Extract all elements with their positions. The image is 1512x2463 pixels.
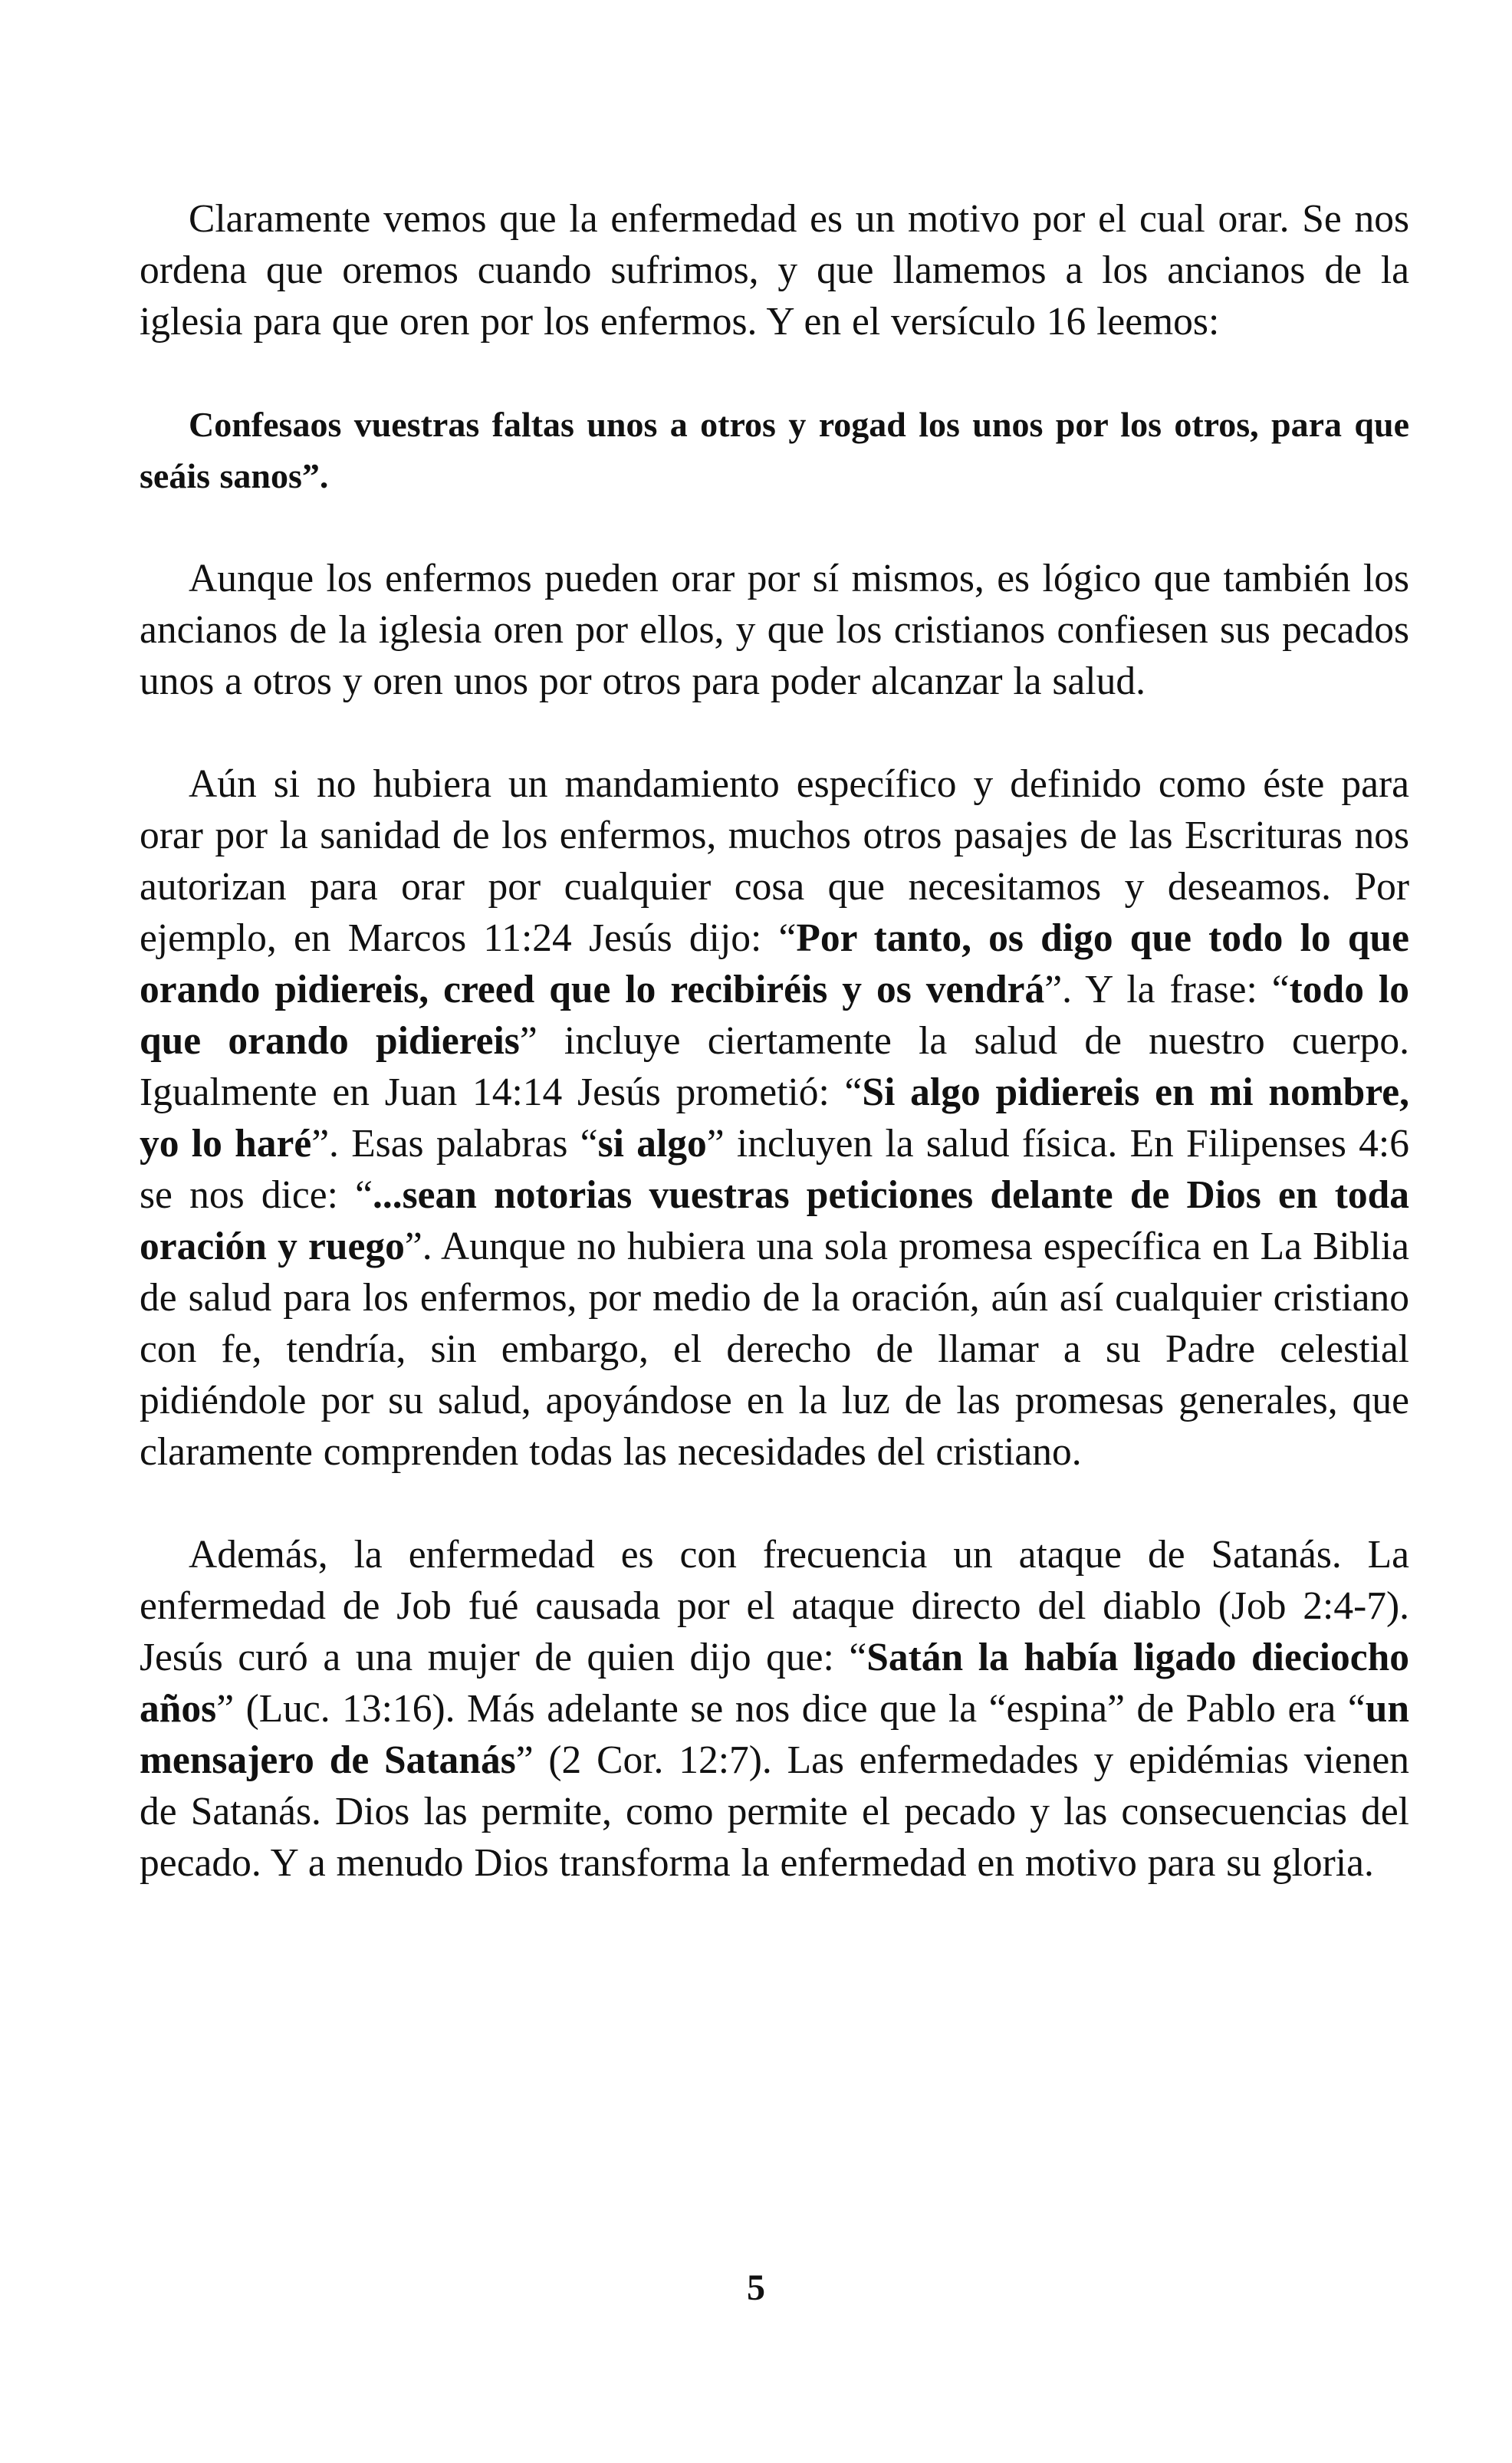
bold-text-run: Confesaos vuestras faltas unos a otros y rogad los unos por los otros, para que seáis sanos”. (140, 405, 1409, 495)
text-run: ” (2 Cor. 12:7). Las enfermedades y epidémias vienen de Satanás. Dios las permite, como permite el pecado y las consecuencias del pecado. Y a menudo Dios transforma la enfermedad en motivo para su gloria. (140, 1738, 1409, 1885)
bold-text-run: ...sean notorias vuestras peticiones delante de Dios en toda oración y ruego (140, 1173, 1409, 1268)
bible-quote (140, 399, 1409, 501)
page-number: 5 (747, 2267, 765, 2308)
text-run: ”. Esas palabras “ (311, 1122, 598, 1166)
text-run: Claramente vemos que la enfermedad es un motivo por el cual orar. Se nos ordena que oremos cuando sufrimos, y que llamemos a los ancianos de la iglesia para que oren por los enfermos. Y en el versículo 16 leemos: (140, 197, 1409, 344)
text-run: ” (Luc. 13:16). Más adelante se nos dice que la “espina” de Pablo era “ (216, 1687, 1366, 1731)
paragraph-1 (140, 193, 1409, 347)
bold-text-run: Satán la había ligado dieciocho años (140, 1636, 1409, 1731)
bold-text-run: un mensajero de Satanás (140, 1687, 1409, 1782)
paragraph-3 (140, 758, 1409, 1478)
paragraph-4 (140, 1529, 1409, 1889)
paragraph-2 (140, 553, 1409, 707)
text-run: ”. Y la frase: “ (1044, 968, 1290, 1011)
text-run: ” incluye ciertamente la salud de nuestro cuerpo. Igualmente en Juan 14:14 Jesús prometió: “ (140, 1019, 1409, 1114)
bold-text-run: Si algo pidiereis en mi nombre, yo lo haré (140, 1070, 1409, 1166)
text-run: ” incluyen la salud física. En Filipenses 4:6 se nos dice: “ (140, 1122, 1409, 1217)
bold-text-run: todo lo que orando pidiereis (140, 968, 1409, 1063)
text-run: ”. Aunque no hubiera una sola promesa específica en La Biblia de salud para los enfermos, por medio de la oración, aún así cualquier cristiano con fe, tendría, sin embargo, el derecho de llamar a su Padre celestial pidiéndole por su salud, apoyándose en la luz de las promesas generales, que claramente comprenden todas las necesidades del cristiano. (140, 1225, 1409, 1474)
text-run: Además, la enfermedad es con frecuencia un ataque de Satanás. La enfermedad de Job fué causada por el ataque directo del diablo (Job 2:4-7). Jesús curó a una mujer de quien dijo que: “ (140, 1533, 1409, 1679)
bold-text-run: si algo (597, 1122, 707, 1166)
text-run: Aún si no hubiera un mandamiento específico y definido como éste para orar por la sanidad de los enfermos, muchos otros pasajes de las Escrituras nos autorizan para orar por cualquier cosa que necesitamos y deseamos. Por ejemplo, en Marcos 11:24 Jesús dijo: “ (140, 762, 1409, 960)
text-run: Aunque los enfermos pueden orar por sí mismos, es lógico que también los ancianos de la iglesia oren por ellos, y que los cristianos confiesen sus pecados unos a otros y oren unos por otros para poder alcanzar la salud. (140, 557, 1409, 703)
bold-text-run: Por tanto, os digo que todo lo que orando pidiereis, creed que lo recibiréis y os vendrá (140, 916, 1409, 1011)
